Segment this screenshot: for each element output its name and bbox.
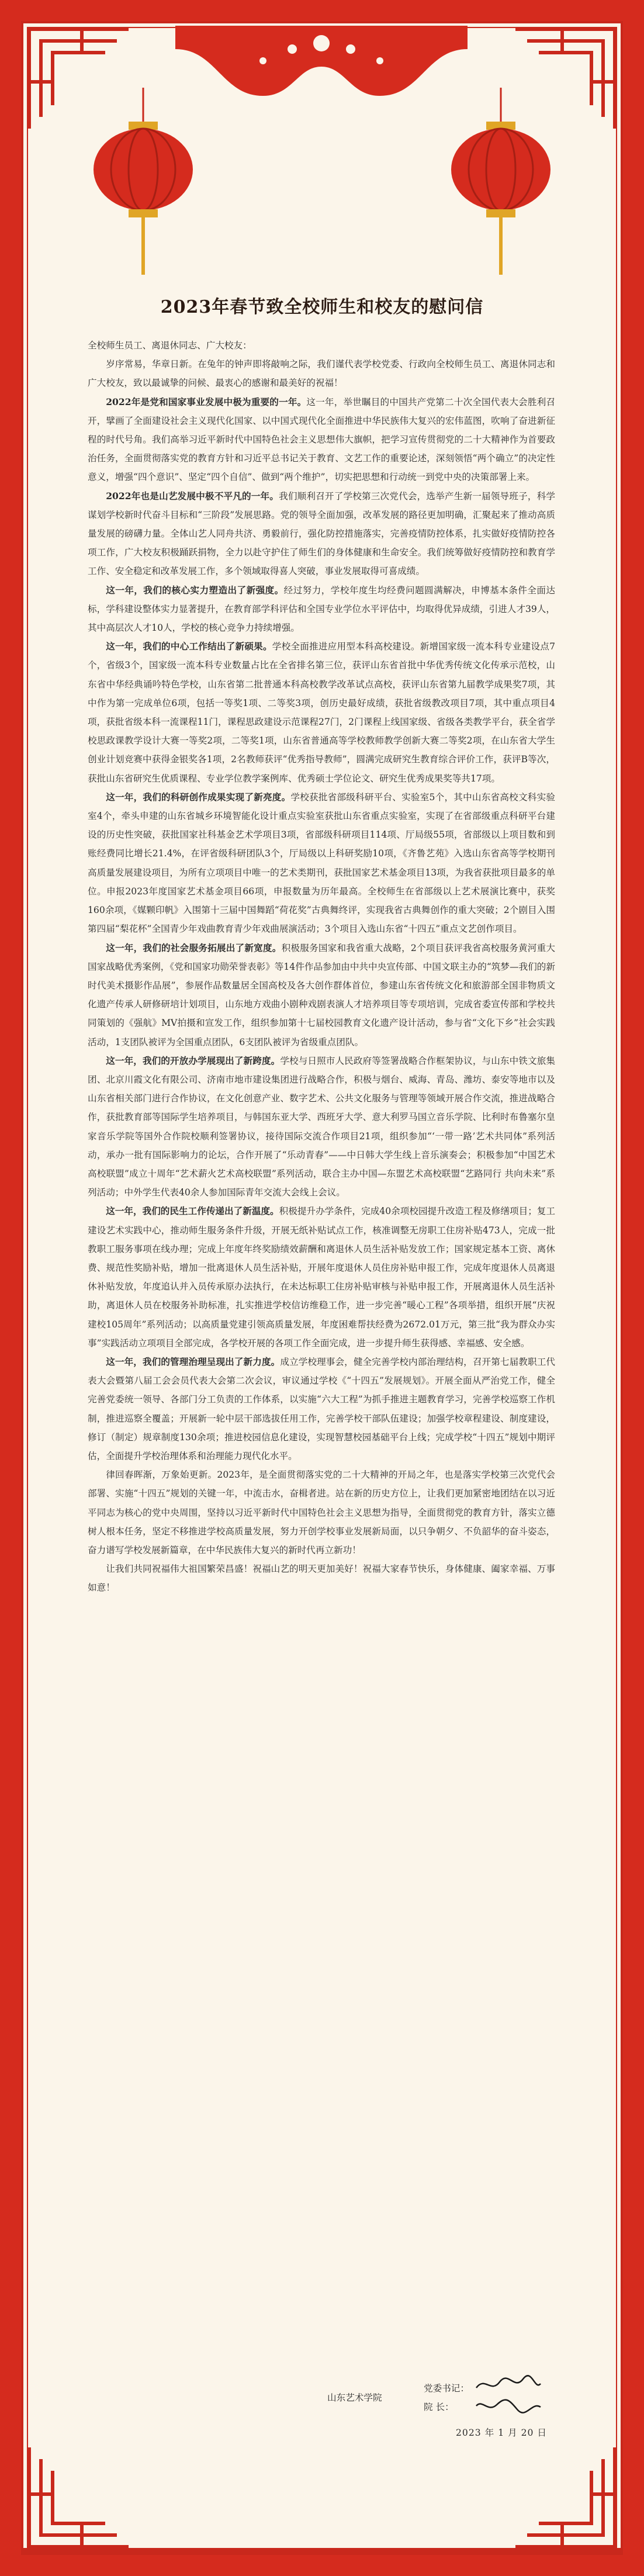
paragraph: 这一年，我们的开放办学展现出了新跨度。学校与日照市人民政府等签署战略合作框架协议，与山东中铁文旅集团、北京川霞文化有限公司、济南市地市建设集团进行战略合作，积极与烟台、威海、青岛、潍坊、泰安等地市以及山东省相关部门进行合作协议，在文化创意产业、数字艺术、公共文化服务与管理等领域开展合作交流，推进战略合作，获批教育部等国际学生培养项目，与韩国东亚大学、西班牙大学、意大利罗马国立音乐学院、比利时布鲁塞尔皇家音乐学院等国外合作院校顺利签署协议，接待国际交流合作项目21项，组织参加“‘一带一路’艺术共同体”系列活动，承办一批有国际影响力的论坛，合作开展了“乐动青春”——中日韩大学生线上音乐演奏会；积极参加“中国艺术高校联盟”成立十周年“艺术薪火艺术高校联盟”系列活动，联合主办中国—东盟艺术高校联盟“艺路同行 共向未来”系列活动；中外学生代表40余人参加国际青年交流大会线上会议。 [88,1054,555,1198]
signature-org: 山东艺术学院 [327,2392,382,2403]
handwritten-signature [473,2394,543,2418]
paragraph: 这一年，我们的社会服务拓展出了新宽度。积极服务国家和我省重大战略，2个项目获评我省高校服务黄河重大国家战略优秀案例，《党和国家功勋荣誉表彰》等14件作品参加由中共中央宣传部、中国文联主办的“筑梦—我们的新时代美术摄影作品展”，参展作品数量居全国高校及各大创作群体首位，参建山东省传统文化和旅游部全国非物质文化遗产传承人研修研培计划项目，山东地方戏曲小剧种戏剧表演人才培养项目等专项培训，完成省委宣传部和学校共同策划的《强航》MV拍摄和宣发工作，组织参加第十七届校园教育文化遗产设计活动，参与省“文化下乡”社会实践活动，1支团队被评为全国重点团队，6支团队被评为省级重点团队。 [88,942,555,1047]
signature-date: 2023 年 1 月 20 日 [456,2428,548,2438]
letter-title: 2023年春节致全校师生和校友的慰问信 [160,297,484,317]
corner-ornament [510,2442,621,2553]
paragraph: 2022年也是山艺发展中极不平凡的一年。我们顺利召开了学校第三次党代会，选举产生新一届领导班子，科学谋划学校新时代奋斗目标和“三阶段”发展思路。党的领导全面加强，改革发展的路径更加明确，汇聚起来了推动高质量发展的磅礴力量。全体山艺人同舟共济、勇毅前行，强化防控措施落实，完善疫情防控体系，扎实做好疫情防控各项工作，广大校友积极踊跃捐物，全力以赴守护住了师生们的身体健康和生命安全。我们统筹做好疫情防控和教育学工作、安全稳定和改革发展工作，多个领域取得喜人突破，事业发展取得可喜成绩。 [88,490,555,577]
paragraph: 2022年是党和国家事业发展中极为重要的一年。这一年，举世瞩目的中国共产党第二十次全国代表大会胜利召开，擘画了全面建设社会主义现代化国家、以中国式现代化全面推进中华民族伟大复兴的宏伟蓝图，吹响了奋进新征程的时代号角。我们高举习近平新时代中国特色社会主义思想伟大旗帜，把学习宣传贯彻党的二十大精神作为首要政治任务，全面贯彻落实党的教育方针和习近平总书记关于教育、文艺工作的重要论述，深刻领悟“两个确立”的决定性意义，增强“四个意识”、坚定“四个自信”、做到“两个维护”，切实把思想和行动统一到党中央的决策部署上来。 [88,396,555,483]
papercut-ornament [175,26,468,131]
paragraph: 这一年，我们的中心工作结出了新硕果。学校全面推进应用型本科高校建设。新增国家级一流本科专业建设点7个，省级3个，国家级一流本科专业数量占比在全省排名第三位，获评山东省首批中华优秀传统文化传承示范校，山东省中华经典诵吟特色学校，山东省第二批普通本科高校教学改革试点高校，获评山东省第九届教学成果奖7项，其中作为第一完成单位6项，包括一等奖1项、二等奖3项，创历史最好成绩，获批省级教改项目7项，其中重点项目4项，获批省级本科一流课程11门，课程思政建设示范课程27门，2门课程上线国家级、省级各类教学平台，获全省学校思政课教学设计大赛一等奖2项，二等奖1项，山东省普通高等学校教师教学创新大赛二等奖2项，在山东省大学生创业计划竞赛中获得金银奖各1项，2名教师获评“优秀指导教师”，圆满完成研究生教育综合评价工作，获评B等次，获批山东省研究生优质课程、专业学位教学案例库、优秀硕士学位论文、研究生优秀成果奖等共17项。 [88,641,555,784]
paragraph: 岁序常易，华章日新。在兔年的钟声即将敲响之际，我们谨代表学校党委、行政向全校师生员工、离退休同志和广大校友，致以最诚挚的问候、最衷心的感谢和最美好的祝福！ [88,359,555,389]
salutation: 全校师生员工、离退休同志、广大校友： [88,340,252,351]
signature-role-president: 院 长： [424,2402,454,2412]
signature-role-secretary: 党委书记： [424,2383,469,2394]
paragraph: 这一年，我们的核心实力塑造出了新强度。经过努力，学校年度生均经费问题圆满解决，申博基本条件全面达标，学科建设整体实力显著提升，在教育部学科评估和全国专业学位水平评估中，均取得优异成绩，引进人才39人，其中高层次人才10人，学校的核心竞争力持续增强。 [88,584,555,634]
paragraph: 让我们共同祝福伟大祖国繁荣昌盛！祝福山艺的明天更加美好！祝福大家春节快乐，身体健康、阖家幸福、万事如意！ [88,1564,555,1593]
signature-block [327,2367,573,2438]
corner-ornament [23,2442,134,2553]
letter-body [88,336,555,1598]
lantern-icon [88,88,199,281]
bottom-border [21,2548,623,2555]
paragraph: 这一年，我们的科研创作成果实现了新亮度。学校获批省部级科研平台、实验室5个，其中山东省高校文科实验室4个，牵头申建的山东省城乡环境智能化设计重点实验室获批山东省重点实验室，实现了在省部级重点科研平台建设的历史性突破，获批国家社科基金艺术学项目3项，省部级科研项目114项、厅局级55项，省部级以上项目数和到账经费同比增长21.4%，在评省级科研团队3个，厅局级以上科研奖励10项，《齐鲁艺苑》入选山东省高等学校期刊高质量发展建设项目，为所有立项项目中唯一的艺术类期刊，获批国家艺术基金项目13项，为我省获批项目最多的单位。申报2023年度国家艺术基金项目66项，申报数量为历年最高。全校师生在省部级以上艺术展演比赛中，获奖160余项，《媒颗印帆》入围第十三届中国舞蹈“荷花奖”古典舞终评，实现我省古典舞创作的重大突破；2个剧目入围第四届“梨花杯”全国青少年戏曲教育青少年戏曲展演活动；3个项目入选山东省“十四五”重点文艺创作项目。 [88,791,555,935]
paragraph: 律回春晖渐，万象始更新。2023年，是全面贯彻落实党的二十大精神的开局之年，也是落实学校第三次党代会部署、实施“十四五”规划的关键一年，中流击水，奋楫者进。站在新的历史方位上，让我们更加紧密地团结在以习近平同志为核心的党中央周围，坚持以习近平新时代中国特色社会主义思想为指导，全面贯彻党的教育方针，落实立德树人根本任务，坚定不移推进学校高质量发展，努力开创学校事业发展新局面，以只争朝夕、不负韶华的奋斗姿态，奋力谱写学校发展新篇章，在中华民族伟大复兴的新时代再立新功！ [88,1469,555,1555]
lantern-icon [445,88,556,281]
paragraph: 这一年，我们的民生工作传递出了新温度。积极提升办学条件，完成40余项校园提升改造工程及修缮项目；复工建设艺术实践中心，推动师生服务条件升级，开展无纸补贴试点工作，核准调整无房职工住房补贴473人，完成一批教职工服务事项在线办理；完成上年度年终奖励绩效薪酬和离退休人员生活补贴发放工作；国家规定基本工资、离休费、规范性奖励补贴，增加一批离退休人员生活补贴，开展年度退休人员住房补贴申报工作，完成年度退休人员离退休补贴发放，年度追认并入员传承原办法执行，在未达标职工住房补贴审核与补贴申报工作，开展离退休人员生活补助，离退休人员在校服务补助标准，扎实推进学校信访维稳工作，进一步完善“暖心工程”各项举措，组织开展“庆祝建校105周年”系列活动；以高质量党建引领高质量发展，年度困难帮扶经费为2672.01万元，第三批“我为群众办实事”实践活动立项项目全部完成，各学校开展的各项工作全面完成，进一步提升师生获得感、幸福感、安全感。 [88,1205,555,1348]
paragraph: 这一年，我们的管理治理呈现出了新力度。成立学校理事会，健全完善学校内部治理结构，召开第七届教职工代表大会暨第八届工会会员代表大会第二次会议，审议通过学校《“十四五”发展规划》。开展全面从严治党工作，健全完善党委统一领导、各部门分工负责的工作体系，以实施“六大工程”为抓手推进主题教育学习，完善学校巡察工作机制，推进巡察全覆盖；开展新一轮中层干部选拔任用工作，完善学校干部队伍建设；加强学校章程建设、制度建设，修订（制定）规章制度130余项；推进校园信息化建设，实现智慧校园基础平台上线；完成学校“十四五”规划中期评估，全面提升学校治理体系和治理能力现代化水平。 [88,1356,555,1461]
handwritten-signature [473,2373,543,2397]
